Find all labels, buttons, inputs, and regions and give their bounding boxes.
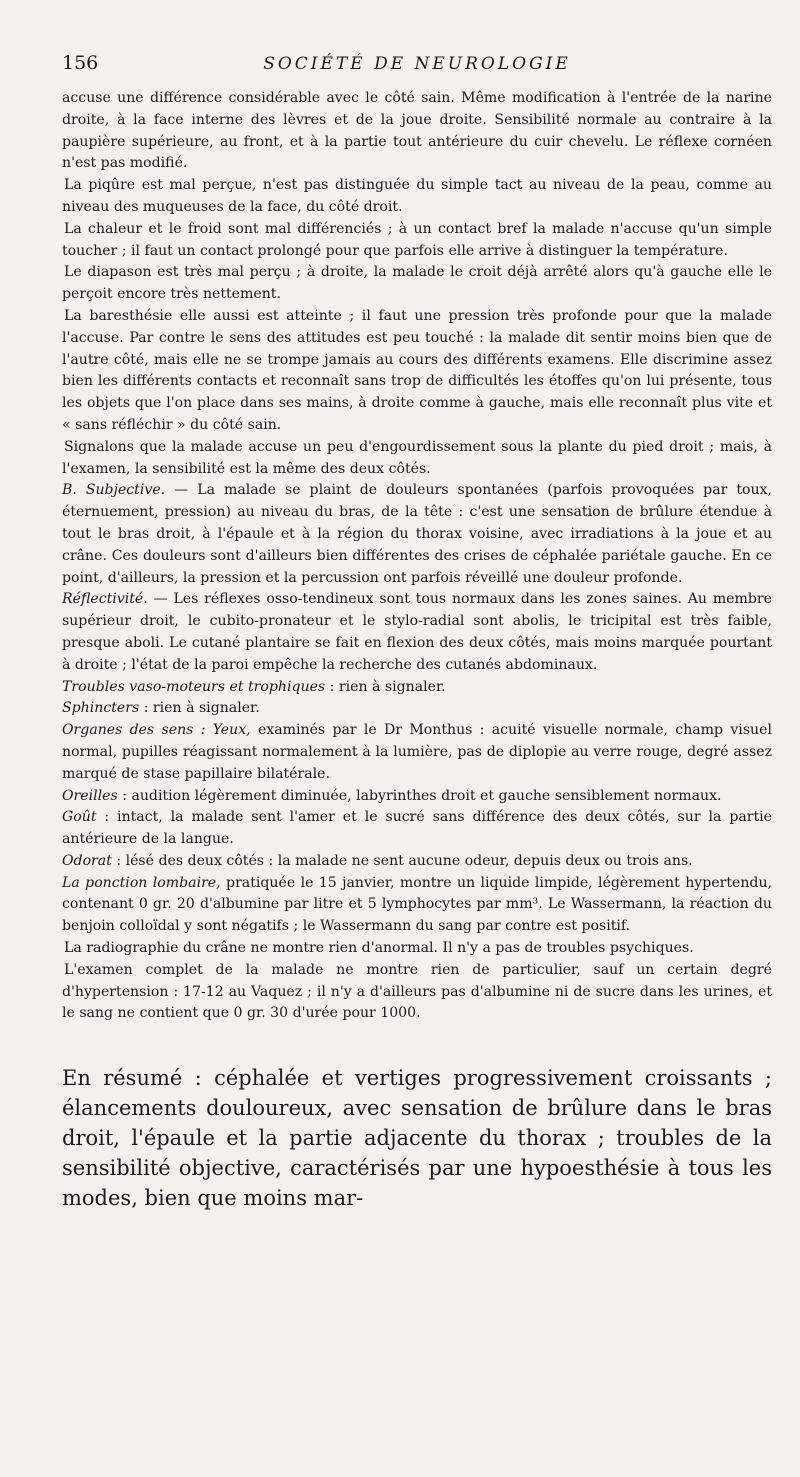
paragraph: Le diapason est très mal perçu ; à droite, la malade le croit déjà arrêté alors qu'à gauche elle le perçoit encore très nettement. bbox=[62, 264, 772, 303]
running-head bbox=[62, 52, 772, 88]
journal-title: SOCIÉTÉ DE NEUROLOGIE bbox=[263, 54, 571, 74]
section-troubles: Troubles vaso-moteurs et trophiques : rien à signaler. bbox=[62, 678, 446, 695]
paragraph: La chaleur et le froid sont mal différenciés ; à un contact bref la malade n'accuse qu'un simple toucher ; il faut un contact prolongé pour que parfois elle arrive à distinguer la température. bbox=[62, 220, 772, 259]
summary-paragraph: En résumé : céphalée et vertiges progressivement croissants ; élancements douloureux, avec sensation de brûlure dans le bras droit, l'épaule et la partie adjacente du thorax ; troubles de la sensibilité objective, caractérisés par une hypoesthésie à tous les modes, bien que moins mar- bbox=[62, 1066, 772, 1211]
paragraph: La baresthésie elle aussi est atteinte ; il faut une pression très profonde pour que la malade l'accuse. Par contre le sens des attitudes est peu touché : la malade dit sentir moins bien que de l'autre côté, mais elle ne se trompe jamais au cours des différents examens. Elle discrimine assez bien les différents contacts et reconnaît sans trop de difficultés les étoffes qu'on lui présente, tous les objets que l'on place dans ses mains, à droite comme à gauche, mais elle reconnaît plus vite et « sans réfléchir » du côté sain. bbox=[62, 307, 772, 433]
paragraph: L'examen complet de la malade ne montre rien de particulier, sauf un certain degré d'hypertension : 17-12 au Vaquez ; il n'y a d'ailleurs pas d'albumine ni de sucre dans les urines, et le sang ne contient que 0 gr. 30 d'urée pour 1000. bbox=[62, 961, 772, 1022]
paragraph: accuse une différence considérable avec le côté sain. Même modification à l'entrée de la narine droite, à la face interne des lèvres et de la joue droite. Sensibilité normale au contraire à la paupière supérieure, au front, et à la partie tout antérieure du cuir chevelu. Le réflexe cornéen n'est pas modifié. bbox=[62, 90, 772, 172]
section-sphincters: Sphincters : rien à signaler. bbox=[62, 700, 260, 717]
section-subjective: B. Subjective. — La malade se plaint de douleurs spontanées (parfois provoquées par toux, éternuement, pression) au niveau du bras, de la tête : c'est une sensation de brûlure étendue à tout le bras droit, à l'épaule et à la région du thorax voisine, avec irradiations à la joue et au crâne. Ces douleurs sont d'ailleurs bien différentes des crises de céphalée pariétale gauche. En ce point, d'ailleurs, la pression et la percussion ont parfois réveillé une douleur profonde. bbox=[62, 482, 772, 586]
paragraph: La piqûre est mal perçue, n'est pas distinguée du simple tact au niveau de la peau, comme au niveau des muqueuses de la face, du côté droit. bbox=[62, 177, 772, 215]
section-label: Organes des sens : Yeux, bbox=[62, 722, 251, 739]
page-number: 156 bbox=[62, 52, 99, 74]
section-label: Sphincters bbox=[62, 700, 140, 717]
section-label: Goût bbox=[62, 809, 97, 826]
section-odorat: Odorat : lésé des deux côtés : la malade ne sent aucune odeur, depuis deux ou trois ans. bbox=[62, 852, 693, 869]
section-organes: Organes des sens : Yeux, examinés par le Dr Monthus : acuité visuelle normale, champ visuel normal, pupilles réagissant normalement à la lumière, pas de diplopie au verre rouge, degré assez marqué de stase papillaire bilatérale. bbox=[62, 722, 772, 782]
paragraph: Signalons que la malade accuse un peu d'engourdissement sous la plante du pied droit ; mais, à l'examen, la sensibilité est la même des deux côtés. bbox=[62, 438, 772, 477]
section-label: Troubles vaso-moteurs et trophiques bbox=[62, 678, 326, 695]
section-label: La ponction lombaire, bbox=[62, 874, 221, 891]
paragraph: La radiographie du crâne ne montre rien d'anormal. Il n'y a pas de troubles psychiques. bbox=[64, 940, 694, 957]
section-ponction: La ponction lombaire, pratiquée le 15 janvier, montre un liquide limpide, légèrement hypertendu, contenant 0 gr. 20 d'albumine par litre et 5 lymphocytes par mm³. Le Wassermann, la réaction du benjoin colloïdal y sont négatifs ; le Wassermann du sang par contre est positif. bbox=[62, 874, 772, 935]
section-label: Réflectivité. bbox=[62, 591, 148, 608]
section-gout: Goût : intact, la malade sent l'amer et le sucré sans différence des deux côtés, sur la partie antérieure de la langue. bbox=[62, 809, 772, 848]
section-label: Odorat bbox=[62, 852, 112, 869]
section-reflectivite: Réflectivité. — Les réflexes osso-tendineux sont tous normaux dans les zones saines. Au membre supérieur droit, le cubito-pronateur et le stylo-radial sont abolis, le tricipital est très faible, presque aboli. Le cutané plantaire se fait en flexion des deux côtés, mais moins marquée pourtant à droite ; l'état de la paroi empêche la recherche des cutanés abdominaux. bbox=[62, 591, 772, 673]
section-label: Oreilles bbox=[62, 787, 118, 804]
section-label: B. Subjective. bbox=[62, 482, 166, 499]
section-oreilles: Oreilles : audition légèrement diminuée, labyrinthes droit et gauche sensiblement normaux. bbox=[62, 787, 722, 804]
body-text bbox=[62, 88, 772, 1025]
